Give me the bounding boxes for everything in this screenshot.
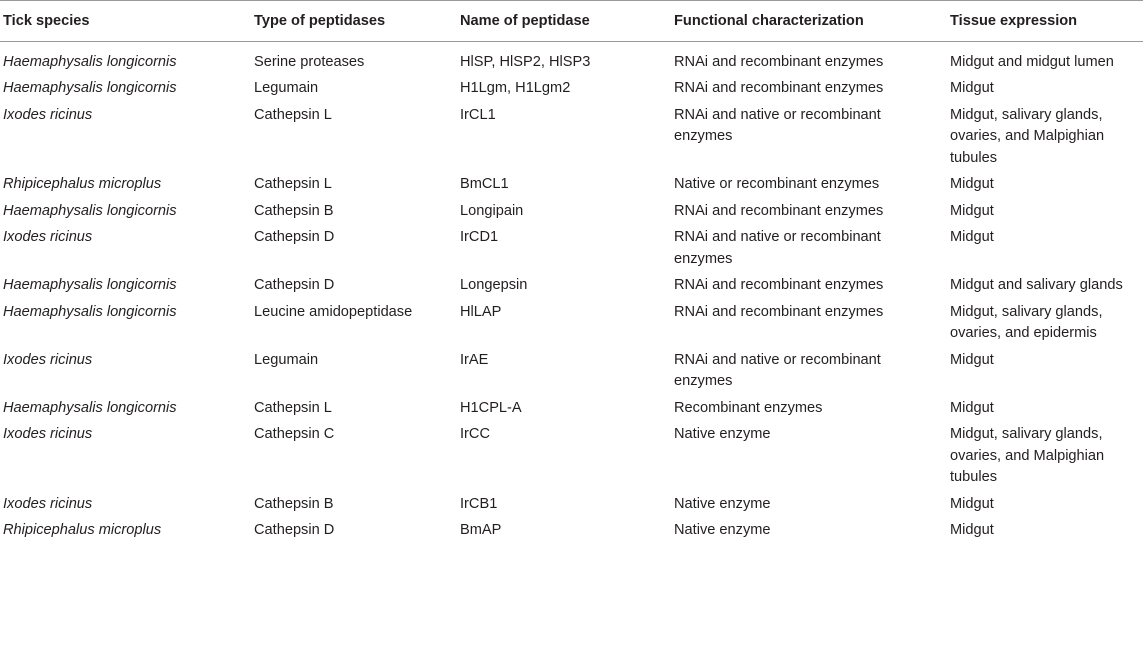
cell-tick-species: Haemaphysalis longicornis — [3, 202, 177, 219]
table-row — [0, 273, 1143, 300]
cell-functional-characterization: RNAi and native or recombinant enzymes — [674, 106, 881, 144]
table-row — [0, 199, 1143, 226]
header-tissue-expression: Tissue expression — [947, 1, 1143, 42]
cell-tick-species: Rhipicephalus microplus — [3, 522, 162, 538]
cell-tick-species: Haemaphysalis longicornis — [3, 80, 177, 96]
cell-peptidase-name: IrCL1 — [460, 106, 496, 123]
cell-tissue-expression: Midgut — [950, 202, 994, 219]
cell-tick-species: Haemaphysalis longicornis — [3, 303, 177, 320]
cell-tick-species: Ixodes ricinus — [3, 426, 93, 442]
cell-tick-species: Ixodes ricinus — [3, 351, 93, 368]
cell-functional-characterization: Native enzyme — [674, 522, 771, 538]
cell-peptidase-type: Cathepsin B — [254, 495, 334, 512]
cell-functional-characterization: Native enzyme — [674, 495, 771, 512]
cell-peptidase-type: Cathepsin L — [254, 106, 332, 123]
cell-tissue-expression: Midgut and salivary glands — [950, 277, 1123, 293]
cell-peptidase-name: IrCB1 — [460, 495, 498, 512]
cell-tick-species: Haemaphysalis longicornis — [3, 277, 177, 293]
cell-tick-species: Haemaphysalis longicornis — [3, 53, 177, 70]
cell-tissue-expression: Midgut, salivary glands, ovaries, and Malpighian tubules — [950, 426, 1105, 485]
cell-tick-species: Ixodes ricinus — [3, 229, 93, 245]
cell-tissue-expression: Midgut — [950, 176, 994, 192]
cell-functional-characterization: RNAi and recombinant enzymes — [674, 53, 884, 70]
cell-functional-characterization: Recombinant enzymes — [674, 399, 823, 416]
cell-peptidase-name: HlSP, HlSP2, HlSP3 — [460, 53, 591, 70]
table-row — [0, 172, 1143, 199]
table-row — [0, 76, 1143, 103]
cell-peptidase-type: Cathepsin L — [254, 176, 332, 192]
cell-peptidase-type: Cathepsin D — [254, 277, 335, 293]
cell-peptidase-name: IrCD1 — [460, 229, 499, 245]
table-row — [0, 41, 1143, 76]
cell-peptidase-name: BmCL1 — [460, 176, 509, 192]
table-row — [0, 492, 1143, 519]
cell-functional-characterization: RNAi and recombinant enzymes — [674, 303, 884, 320]
header-functional-characterization: Functional characterization — [671, 1, 947, 42]
cell-peptidase-type: Legumain — [254, 80, 319, 96]
cell-tissue-expression: Midgut, salivary glands, ovaries, and Malpighian tubules — [950, 106, 1105, 166]
cell-peptidase-name: H1CPL-A — [460, 399, 522, 416]
cell-functional-characterization: RNAi and native or recombinant enzymes — [674, 351, 881, 389]
cell-peptidase-type: Serine proteases — [254, 53, 365, 70]
header-type-of-peptidases: Type of peptidases — [251, 1, 457, 42]
cell-functional-characterization: Native enzyme — [674, 426, 771, 442]
cell-peptidase-name: Longipain — [460, 202, 524, 219]
cell-peptidase-type: Cathepsin C — [254, 426, 335, 442]
table-row — [0, 422, 1143, 492]
header-name-of-peptidase: Name of peptidase — [457, 1, 671, 42]
cell-peptidase-name: HlLAP — [460, 303, 502, 320]
cell-tick-species: Rhipicephalus microplus — [3, 176, 162, 192]
cell-tick-species: Ixodes ricinus — [3, 495, 93, 512]
cell-tissue-expression: Midgut — [950, 229, 994, 245]
table-row — [0, 300, 1143, 348]
cell-functional-characterization: RNAi and native or recombinant enzymes — [674, 229, 881, 267]
header-tick-species: Tick species — [0, 1, 251, 42]
header-row — [0, 1, 1143, 42]
table-row — [0, 225, 1143, 273]
cell-tissue-expression: Midgut, salivary glands, ovaries, and epidermis — [950, 303, 1103, 341]
cell-peptidase-type: Leucine amidopeptidase — [254, 303, 413, 320]
table-row — [0, 103, 1143, 173]
cell-functional-characterization: Native or recombinant enzymes — [674, 176, 880, 192]
cell-functional-characterization: RNAi and recombinant enzymes — [674, 277, 884, 293]
cell-peptidase-type: Cathepsin B — [254, 202, 334, 219]
cell-functional-characterization: RNAi and recombinant enzymes — [674, 202, 884, 219]
cell-tissue-expression: Midgut — [950, 522, 994, 538]
cell-peptidase-name: BmAP — [460, 522, 502, 538]
cell-tissue-expression: Midgut — [950, 399, 994, 416]
cell-peptidase-name: IrCC — [460, 426, 490, 442]
table-row — [0, 348, 1143, 396]
cell-peptidase-type: Cathepsin D — [254, 522, 335, 538]
cell-tissue-expression: Midgut — [950, 80, 994, 96]
cell-functional-characterization: RNAi and recombinant enzymes — [674, 80, 884, 96]
cell-tissue-expression: Midgut — [950, 495, 994, 512]
cell-tissue-expression: Midgut — [950, 351, 994, 368]
table-row — [0, 518, 1143, 545]
cell-peptidase-type: Legumain — [254, 351, 319, 368]
cell-peptidase-type: Cathepsin L — [254, 399, 332, 416]
table-header — [0, 1, 1143, 42]
cell-tissue-expression: Midgut and midgut lumen — [950, 53, 1114, 70]
cell-peptidase-name: Longepsin — [460, 277, 528, 293]
cell-tick-species: Haemaphysalis longicornis — [3, 399, 177, 416]
cell-peptidase-type: Cathepsin D — [254, 229, 335, 245]
table-row — [0, 396, 1143, 423]
cell-peptidase-name: H1Lgm, H1Lgm2 — [460, 80, 571, 96]
cell-tick-species: Ixodes ricinus — [3, 106, 93, 123]
cell-peptidase-name: IrAE — [460, 351, 489, 368]
table-body — [0, 41, 1143, 545]
